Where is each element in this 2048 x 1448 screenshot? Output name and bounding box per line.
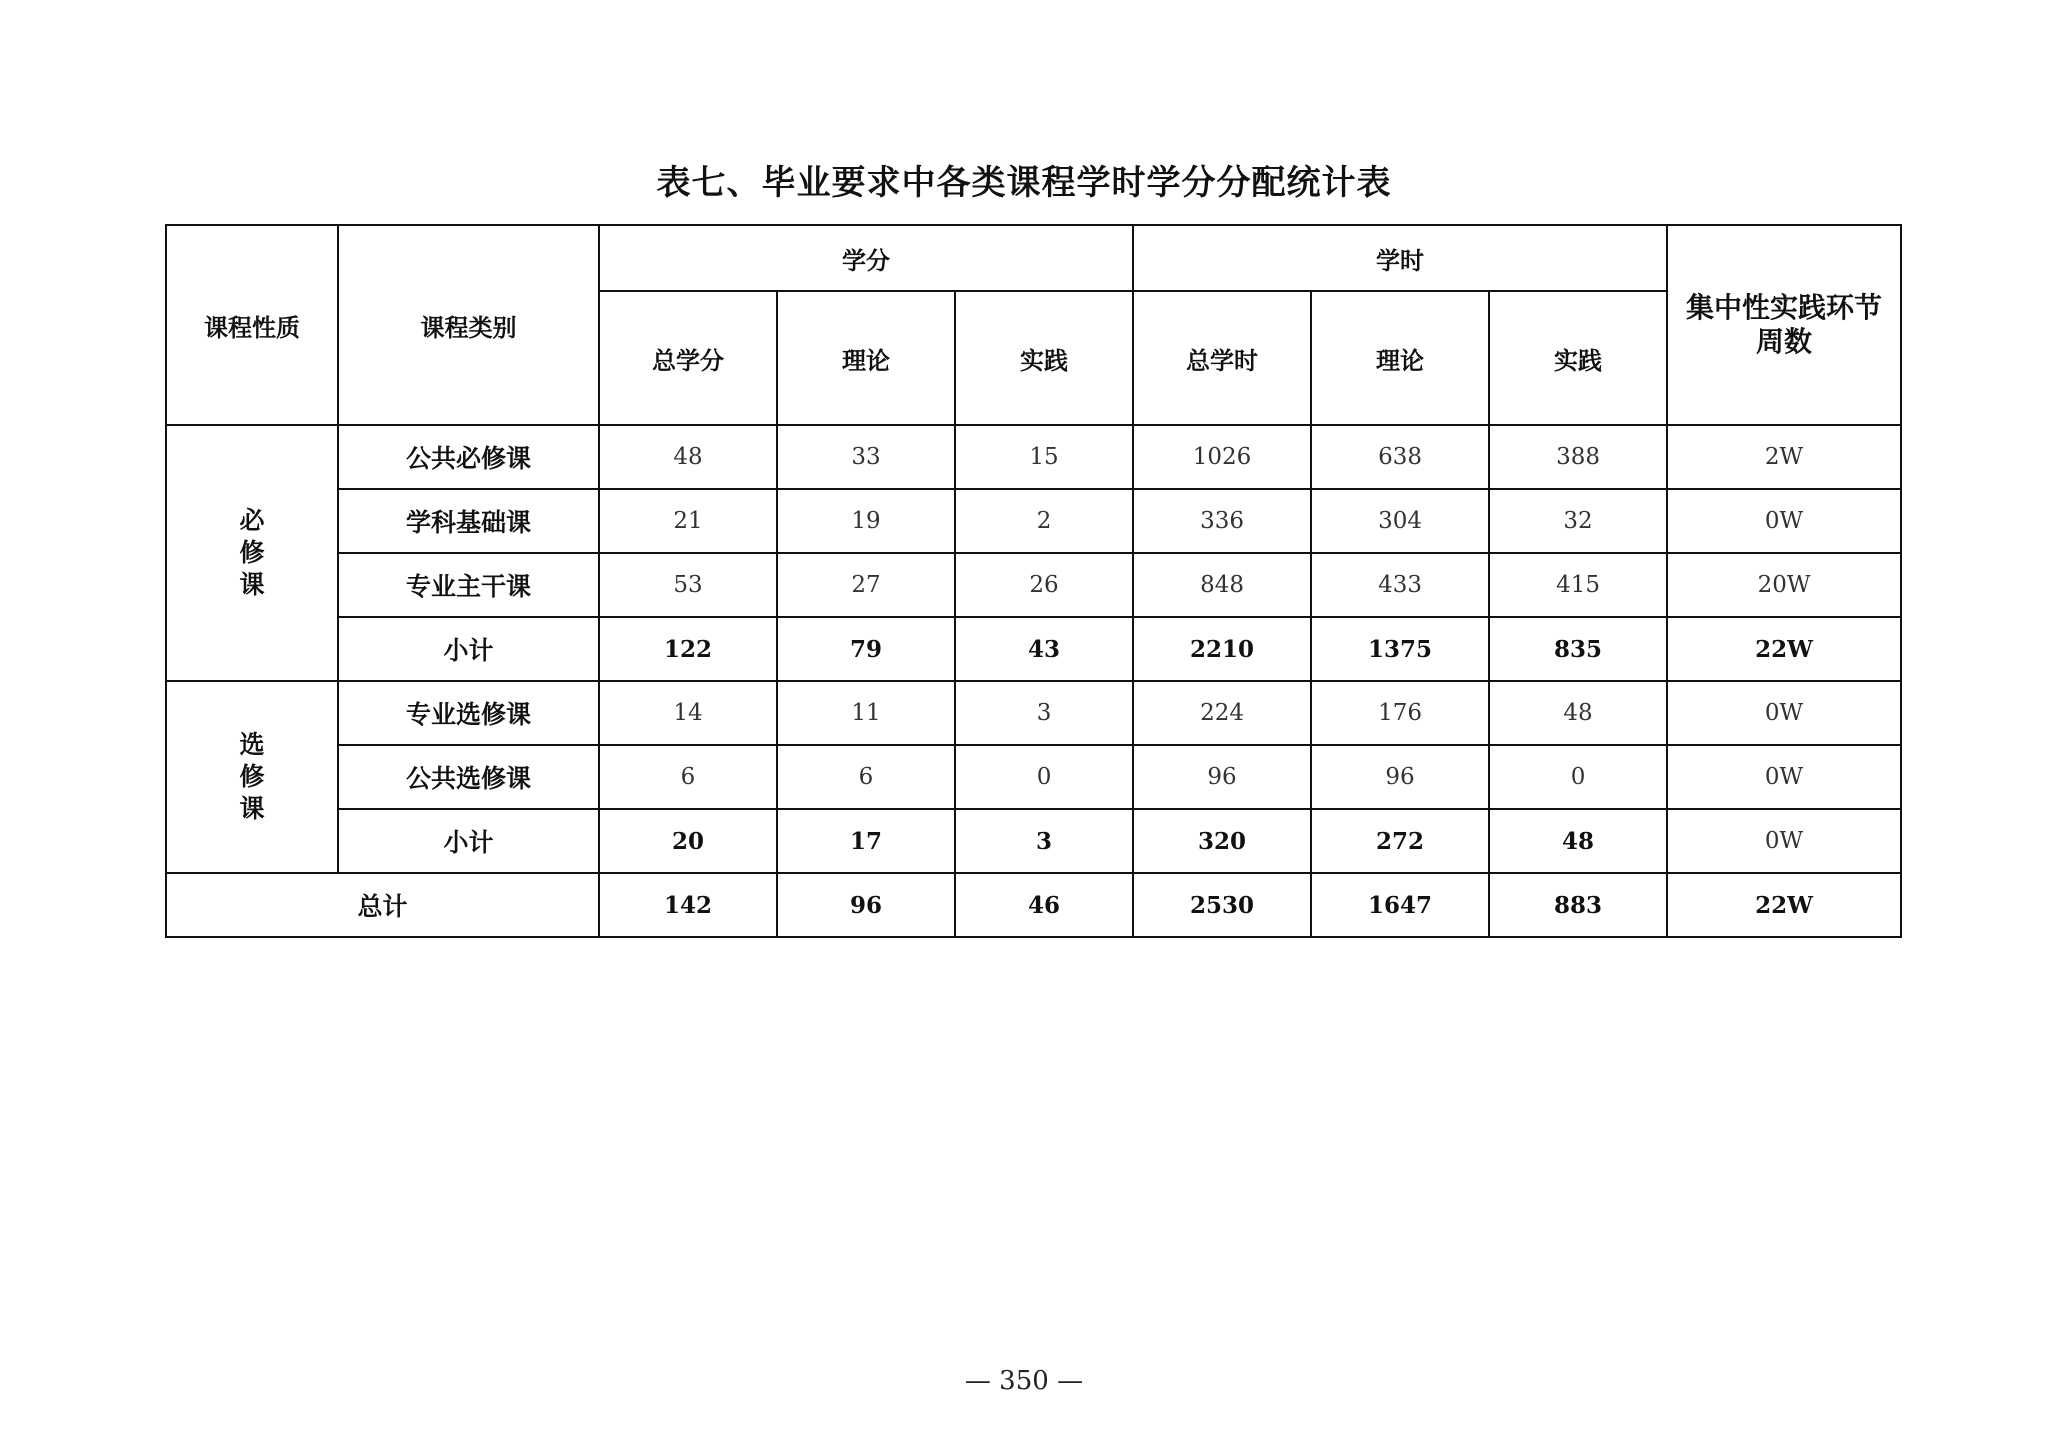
page-number: — 350 —	[964, 1366, 1084, 1396]
credits-practice-cell: 2	[955, 489, 1133, 553]
header-hours-group: 学时	[1133, 225, 1667, 291]
header-credits-practice: 实践	[955, 291, 1133, 425]
header-practice-weeks: 集中性实践环节周数	[1667, 225, 1901, 425]
credits-theory-cell: 17	[777, 809, 955, 873]
total-credits-cell: 142	[599, 873, 777, 937]
total-credits-cell: 53	[599, 553, 777, 617]
hours-theory-cell: 176	[1311, 681, 1489, 745]
total-hours-cell: 2530	[1133, 873, 1311, 937]
total-hours-cell: 96	[1133, 745, 1311, 809]
hours-theory-cell: 638	[1311, 425, 1489, 489]
table-row	[166, 489, 1901, 553]
total-credits-cell: 21	[599, 489, 777, 553]
table-title: 表七、毕业要求中各类课程学时学分分配统计表	[656, 163, 1392, 203]
course-category: 专业主干课	[338, 553, 599, 617]
hours-practice-cell: 883	[1489, 873, 1667, 937]
credits-practice-cell: 3	[955, 809, 1133, 873]
course-category: 专业选修课	[338, 681, 599, 745]
credits-theory-cell: 6	[777, 745, 955, 809]
practice-weeks-cell: 0W	[1667, 681, 1901, 745]
credits-practice-cell: 15	[955, 425, 1133, 489]
table-row	[166, 553, 1901, 617]
course-nature-elective	[166, 681, 338, 873]
subtotal-row	[166, 617, 1901, 681]
total-credits-cell: 48	[599, 425, 777, 489]
credits-practice-cell: 43	[955, 617, 1133, 681]
total-label: 总计	[166, 873, 599, 937]
practice-weeks-cell: 0W	[1667, 489, 1901, 553]
hours-theory-cell: 272	[1311, 809, 1489, 873]
total-hours-cell: 1026	[1133, 425, 1311, 489]
header-course-category: 课程类别	[338, 225, 599, 425]
practice-weeks-cell: 0W	[1667, 809, 1901, 873]
subtotal-label: 小计	[338, 809, 599, 873]
total-hours-cell: 224	[1133, 681, 1311, 745]
total-row	[166, 873, 1901, 937]
hours-theory-cell: 433	[1311, 553, 1489, 617]
total-hours-cell: 336	[1133, 489, 1311, 553]
credits-theory-cell: 27	[777, 553, 955, 617]
credits-practice-cell: 26	[955, 553, 1133, 617]
hours-practice-cell: 32	[1489, 489, 1667, 553]
total-credits-cell: 20	[599, 809, 777, 873]
hours-theory-cell: 96	[1311, 745, 1489, 809]
subtotal-row	[166, 809, 1901, 873]
total-credits-cell: 122	[599, 617, 777, 681]
table-row	[166, 681, 1901, 745]
practice-weeks-cell: 20W	[1667, 553, 1901, 617]
header-hours-theory: 理论	[1311, 291, 1489, 425]
credits-practice-cell: 46	[955, 873, 1133, 937]
header-course-nature: 课程性质	[166, 225, 338, 425]
hours-practice-cell: 388	[1489, 425, 1667, 489]
hours-practice-cell: 0	[1489, 745, 1667, 809]
total-credits-cell: 14	[599, 681, 777, 745]
credits-theory-cell: 96	[777, 873, 955, 937]
credits-theory-cell: 19	[777, 489, 955, 553]
header-total-hours: 总学时	[1133, 291, 1311, 425]
hours-theory-cell: 1375	[1311, 617, 1489, 681]
course-nature-label: 选修课	[239, 730, 265, 823]
subtotal-label: 小计	[338, 617, 599, 681]
course-nature-required	[166, 425, 338, 681]
credit-hour-table	[165, 224, 1902, 938]
total-hours-cell: 320	[1133, 809, 1311, 873]
credits-theory-cell: 11	[777, 681, 955, 745]
hours-practice-cell: 835	[1489, 617, 1667, 681]
total-hours-cell: 848	[1133, 553, 1311, 617]
course-category: 公共必修课	[338, 425, 599, 489]
practice-weeks-cell: 22W	[1667, 617, 1901, 681]
header-hours-practice: 实践	[1489, 291, 1667, 425]
practice-weeks-cell: 2W	[1667, 425, 1901, 489]
header-row-1	[166, 225, 1901, 291]
course-category: 公共选修课	[338, 745, 599, 809]
hours-practice-cell: 48	[1489, 681, 1667, 745]
course-category: 学科基础课	[338, 489, 599, 553]
hours-theory-cell: 304	[1311, 489, 1489, 553]
hours-practice-cell: 415	[1489, 553, 1667, 617]
total-credits-cell: 6	[599, 745, 777, 809]
credits-theory-cell: 33	[777, 425, 955, 489]
hours-practice-cell: 48	[1489, 809, 1667, 873]
practice-weeks-cell: 22W	[1667, 873, 1901, 937]
header-credits-group: 学分	[599, 225, 1133, 291]
credits-practice-cell: 3	[955, 681, 1133, 745]
practice-weeks-cell: 0W	[1667, 745, 1901, 809]
header-credits-theory: 理论	[777, 291, 955, 425]
header-total-credits: 总学分	[599, 291, 777, 425]
hours-theory-cell: 1647	[1311, 873, 1489, 937]
total-hours-cell: 2210	[1133, 617, 1311, 681]
credits-theory-cell: 79	[777, 617, 955, 681]
table-row	[166, 425, 1901, 489]
course-nature-label: 必修课	[239, 506, 265, 599]
credits-practice-cell: 0	[955, 745, 1133, 809]
table-row	[166, 745, 1901, 809]
